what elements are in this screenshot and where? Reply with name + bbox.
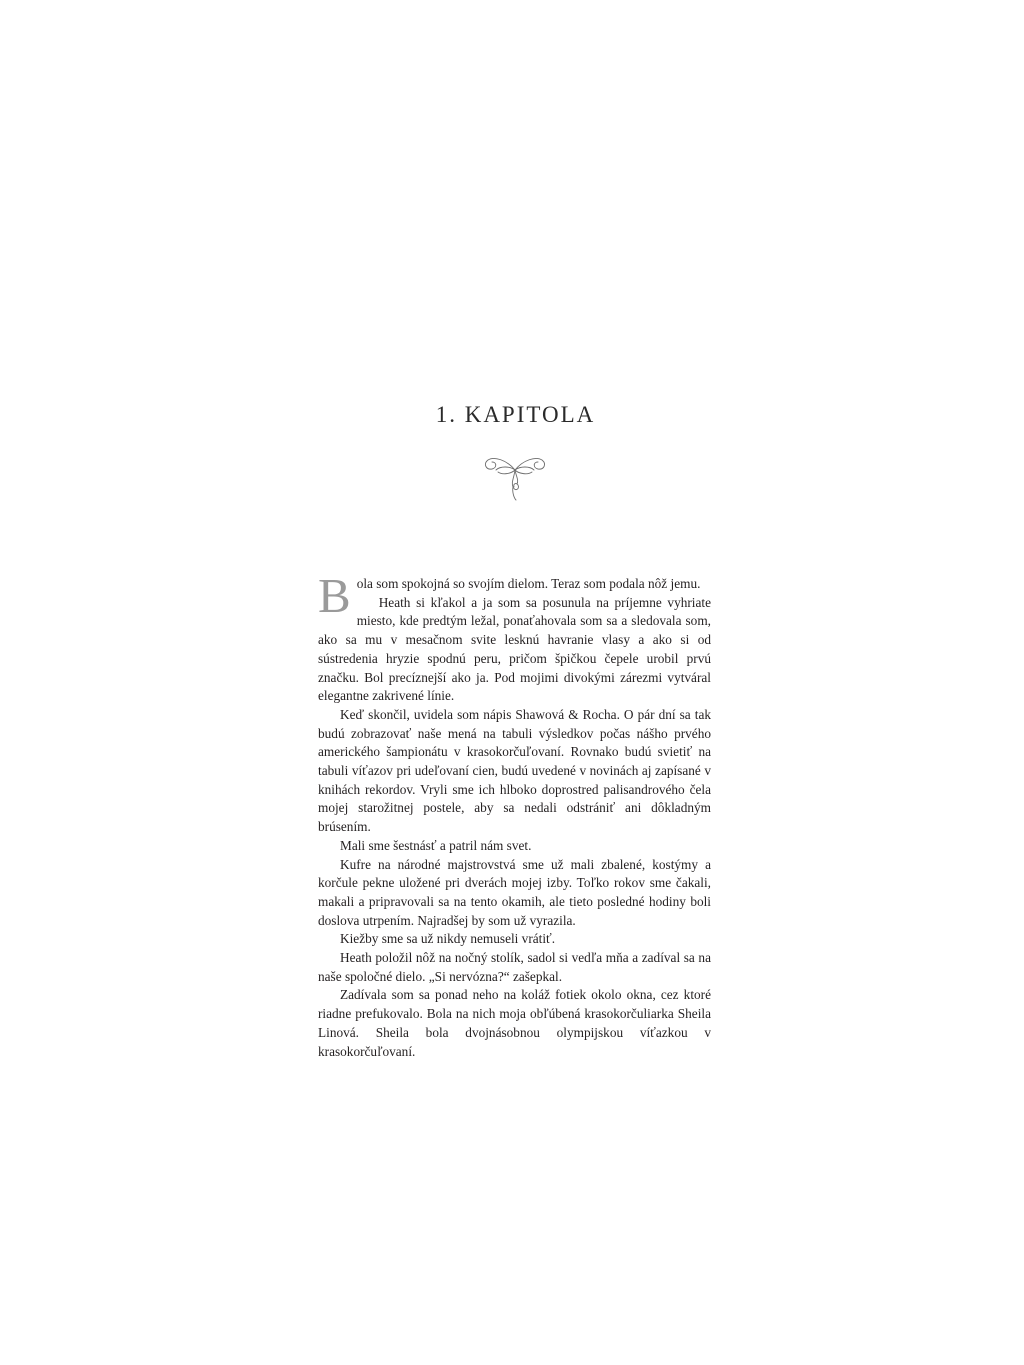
paragraph-5: Kufre na národné majstrovstvá sme už mali zbalené, kostýmy a korčule pekne uložené pri dverách mojej izby. Toľko rokov sme čakali, makali a pripravovali sa na tento okamih, ale tieto posledné hodiny boli doslova utrpením. Najradšej by som už vyrazila. [318,856,711,928]
paragraph-6: Kiežby sme sa už nikdy nemuseli vrátiť. [340,931,556,947]
paragraph-8: Zadívala som sa ponad neho na koláž fotiek okolo okna, cez ktoré riadne prefukovalo. Bola na nich moja obľúbená krasokorčuliarka Sheila Linová. Sheila bola dvojnásobnou olympijskou víťazkou v krasokorčuľovaní. [318,987,711,1059]
chapter-body-text [318,568,711,1061]
drop-cap: B [318,568,351,623]
paragraph-3: Keď skončil, uvidela som nápis Shawová & Rocha. O pár dní sa tak budú zobrazovať naše mená na tabuli výsledkov počas nášho prvého amerického šampionátu v krasokorčuľovaní. Rovnako budú svietiť na tabuli víťazov pri udeľovaní cien, budú uvedené v novinách aj zapísané v knihách rekordov. Vryli sme ich hlboko doprostred palisandrového čela mojej starožitnej postele, aby sa nedali odstrániť ani dôkladným brúsením. [318,706,711,835]
paragraph-7: Heath položil nôž na nočný stolík, sadol si vedľa mňa a zadíval sa na naše spoločné dielo. „Si nervózna?“ zašepkal. [318,950,711,984]
paragraph-1 [318,568,711,623]
flourish-ornament-icon [480,442,550,506]
chapter-title: 1. KAPITOLA [435,402,596,427]
paragraph-2: Heath si kľakol a ja som sa posunula na príjemne vyhriate miesto, kde predtým ležal, ponaťahovala som sa a sledovala som, ako sa mu v mesačnom svite lesknú havranie vlasy a ako si od sústredenia hryzie spodnú peru, pričom špičkou čepele urobil prvú značku. Bol precíznejší ako ja. Pod mojimi divokými zárezmi vytváral elegantne zakrivené línie. [318,594,711,704]
paragraph-4: Mali sme šestnásť a patril nám svet. [340,837,532,853]
paragraph-1-text: ola som spokojná so svojím dielom. Teraz som podala nôž jemu. [356,576,701,591]
